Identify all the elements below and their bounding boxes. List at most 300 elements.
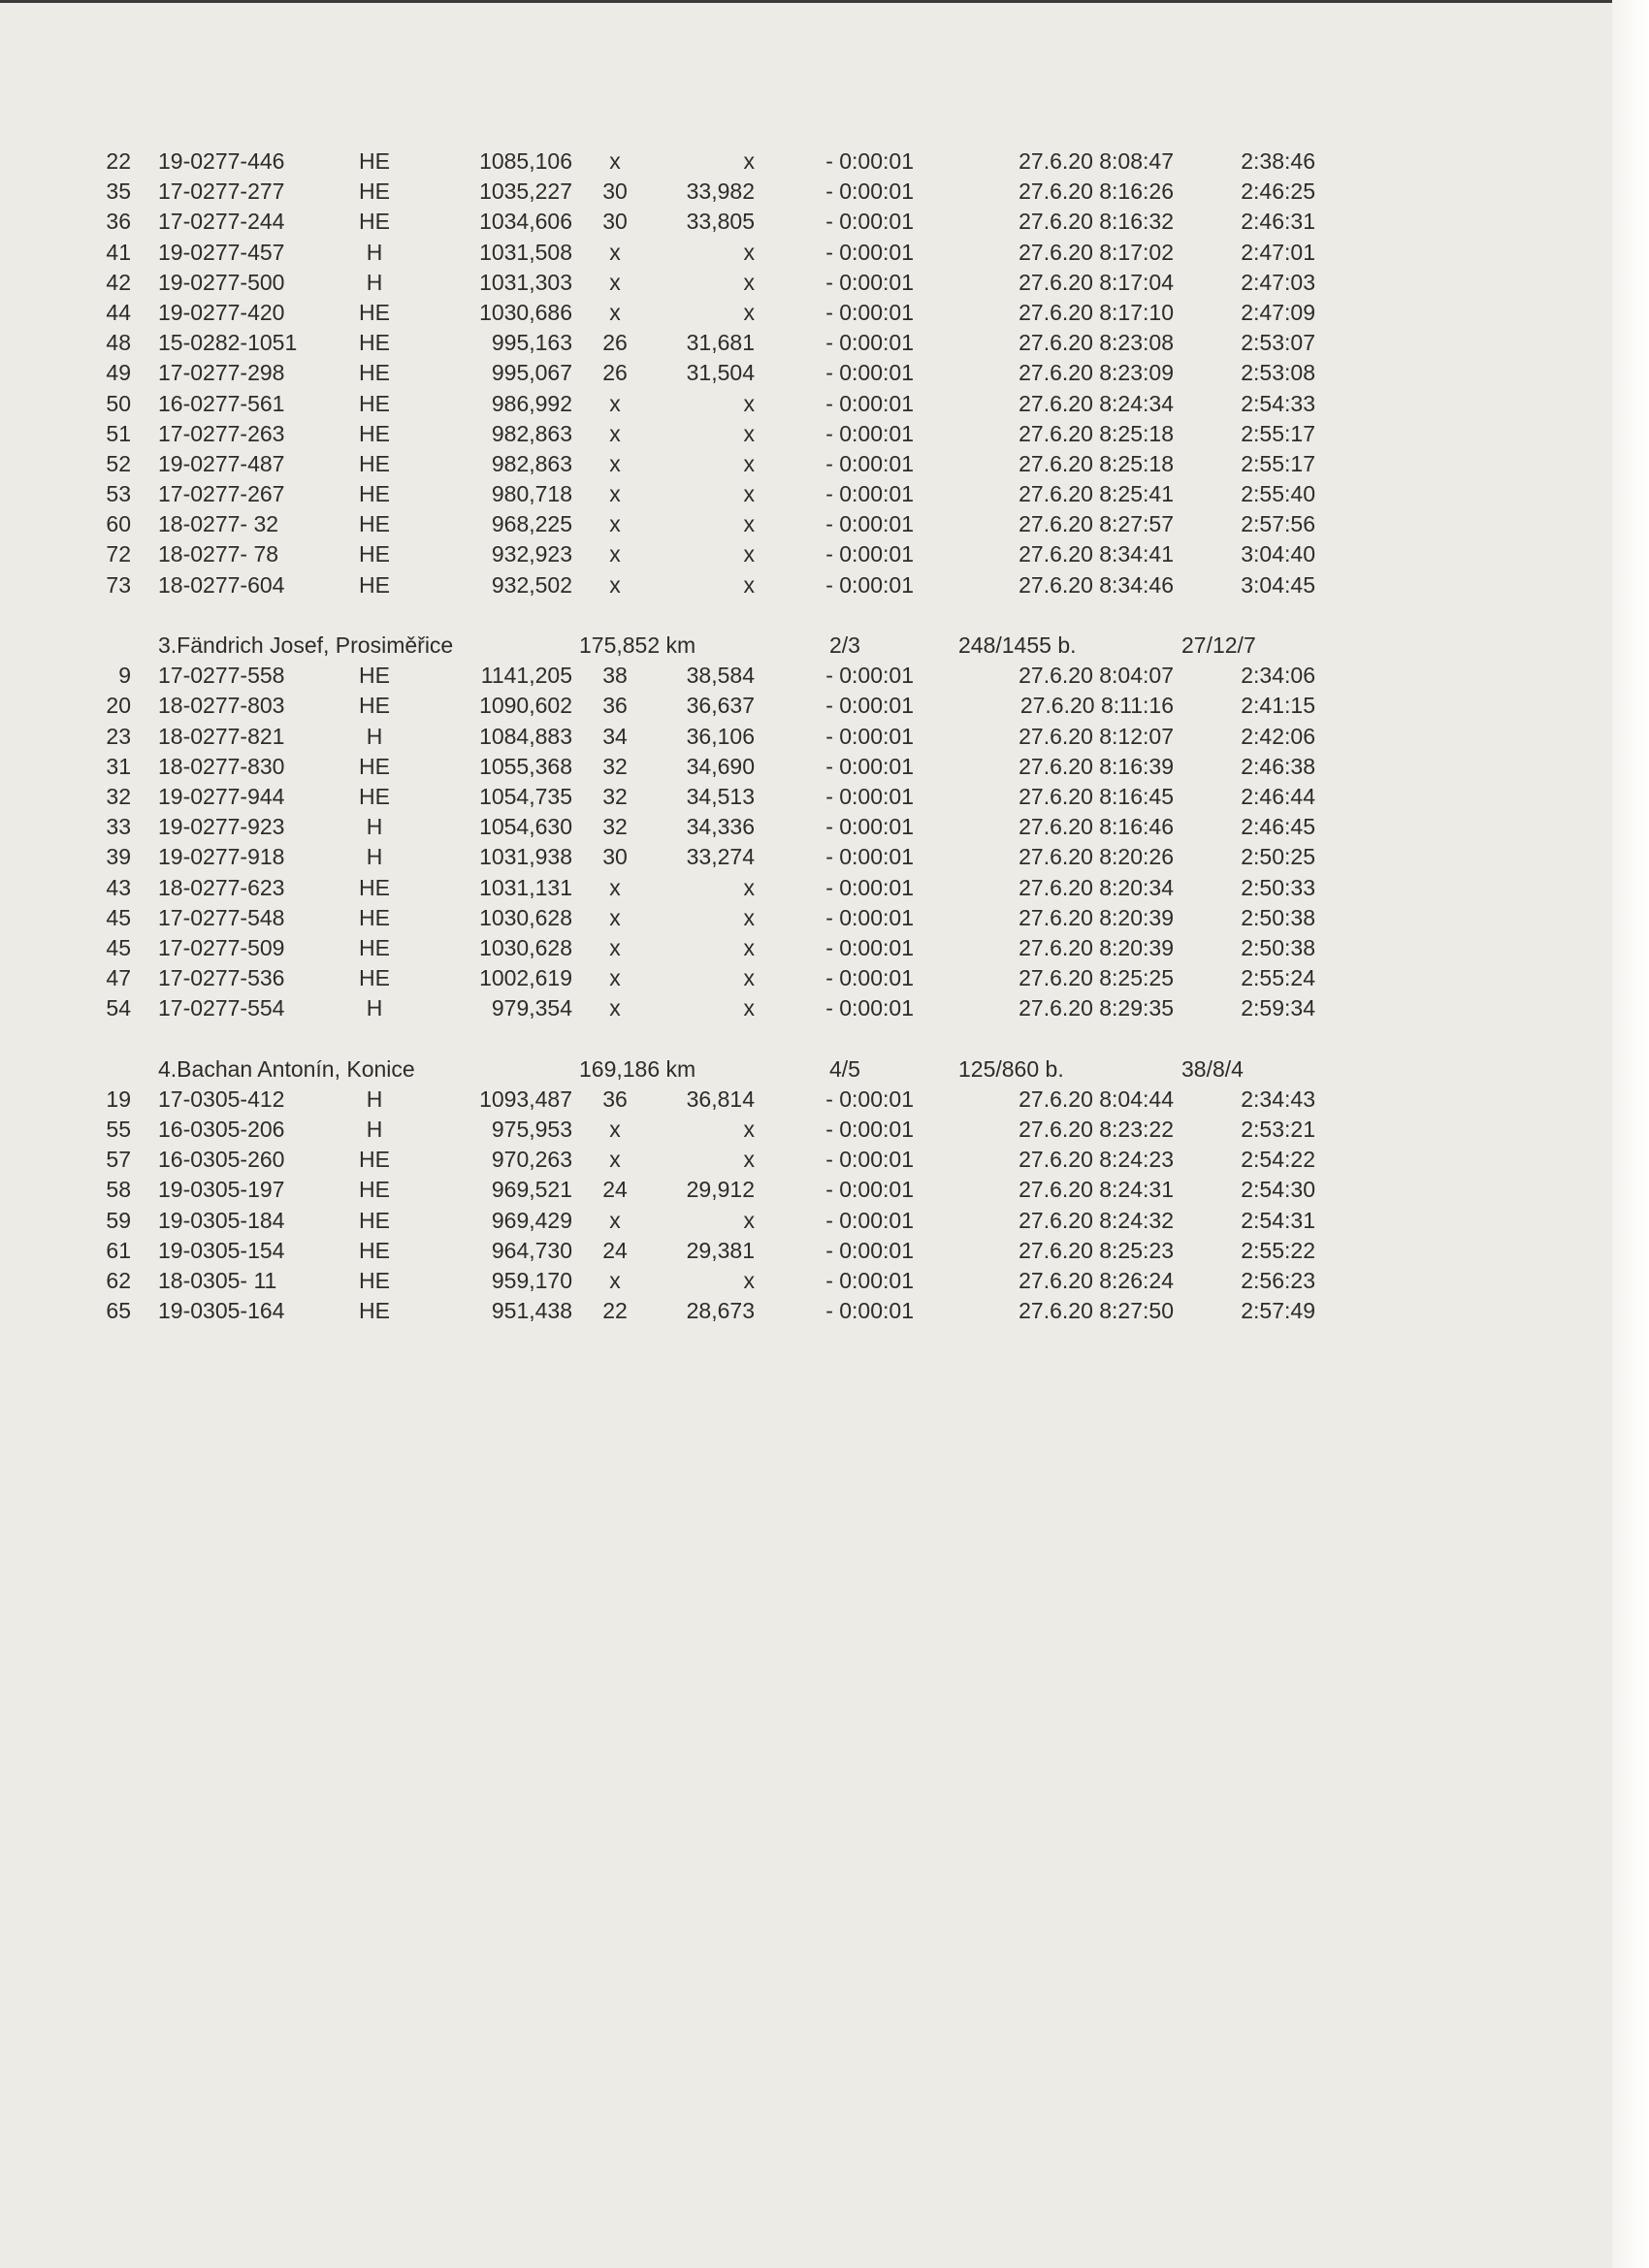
cell-coef: x xyxy=(743,1207,755,1233)
cell-diff: - 0:00:01 xyxy=(825,420,914,446)
cell-speed: 986,992 xyxy=(491,390,572,416)
cell-flight: 2:46:38 xyxy=(1241,753,1315,779)
cell-speed: 1030,686 xyxy=(479,299,572,325)
cell-coef: x xyxy=(743,934,755,960)
table-row xyxy=(0,1266,1612,1296)
cell-flight: 2:41:15 xyxy=(1241,693,1315,719)
cell-sex: HE xyxy=(359,450,390,476)
cell-flight: 2:47:01 xyxy=(1241,239,1315,265)
cell-diff: - 0:00:01 xyxy=(825,874,914,900)
cell-sex: HE xyxy=(359,299,390,325)
cell-flight: 2:50:38 xyxy=(1241,904,1315,930)
section-header xyxy=(0,631,1612,661)
cell-sex: HE xyxy=(359,1177,390,1203)
cell-coef: x xyxy=(743,1147,755,1173)
cell-rank: 19 xyxy=(106,1085,131,1112)
cell-coef: x xyxy=(743,269,755,295)
results-document xyxy=(0,146,1612,1326)
cell-flight: 2:55:17 xyxy=(1241,420,1315,446)
cell-arrival: 27.6.20 8:34:46 xyxy=(1018,571,1174,598)
table-row xyxy=(0,1085,1612,1115)
cell-diff: - 0:00:01 xyxy=(825,541,914,567)
cell-coef: 34,690 xyxy=(686,753,755,779)
cell-sex: HE xyxy=(359,511,390,537)
cell-sex: H xyxy=(366,723,383,749)
cell-flight: 3:04:45 xyxy=(1241,571,1315,598)
cell-speed: 959,170 xyxy=(491,1267,572,1293)
cell-sex: H xyxy=(366,269,383,295)
cell-arrival: 27.6.20 8:17:10 xyxy=(1018,299,1174,325)
cell-rank: 45 xyxy=(106,934,131,960)
cell-flight: 2:57:49 xyxy=(1241,1298,1315,1324)
table-row xyxy=(0,479,1612,509)
table-row xyxy=(0,509,1612,539)
cell-ring: 19-0305-184 xyxy=(158,1207,285,1233)
cell-ring: 17-0277-298 xyxy=(158,360,285,386)
cell-sex: HE xyxy=(359,148,390,174)
cell-speed: 932,923 xyxy=(491,541,572,567)
cell-sex: H xyxy=(366,1085,383,1112)
cell-diff: - 0:00:01 xyxy=(825,1298,914,1324)
cell-arrival: 27.6.20 8:25:25 xyxy=(1018,965,1174,991)
cell-ring: 18-0277-821 xyxy=(158,723,285,749)
cell-arrival: 27.6.20 8:11:16 xyxy=(1019,693,1174,719)
cell-rank: 23 xyxy=(106,723,131,749)
cell-ring: 19-0305-164 xyxy=(158,1298,285,1324)
cell-sex: HE xyxy=(359,1147,390,1173)
section-header xyxy=(0,1054,1612,1085)
cell-sex: H xyxy=(366,239,383,265)
cell-sex: HE xyxy=(359,1207,390,1233)
cell-arrival: 27.6.20 8:16:39 xyxy=(1018,753,1174,779)
section-header-coef: 38/8/4 xyxy=(1181,1055,1244,1082)
cell-coef: 28,673 xyxy=(686,1298,755,1324)
cell-coef: x xyxy=(743,541,755,567)
cell-sex: H xyxy=(366,814,383,840)
cell-coef: x xyxy=(743,1267,755,1293)
cell-diff: - 0:00:01 xyxy=(825,299,914,325)
cell-ring: 19-0277-487 xyxy=(158,450,285,476)
cell-ring: 17-0277-263 xyxy=(158,420,285,446)
table-row xyxy=(0,752,1612,782)
cell-flight: 2:54:22 xyxy=(1241,1147,1315,1173)
cell-rank: 20 xyxy=(106,693,131,719)
table-row xyxy=(0,570,1612,600)
cell-arrival: 27.6.20 8:04:07 xyxy=(1018,663,1174,689)
cell-speed: 932,502 xyxy=(491,571,572,598)
cell-pts: x xyxy=(609,541,621,567)
cell-flight: 2:55:24 xyxy=(1241,965,1315,991)
cell-pts: x xyxy=(609,965,621,991)
cell-pts: 36 xyxy=(602,693,628,719)
cell-flight: 2:54:33 xyxy=(1241,390,1315,416)
cell-speed: 1090,602 xyxy=(479,693,572,719)
section-header-points: 125/860 b. xyxy=(958,1055,1064,1082)
cell-arrival: 27.6.20 8:23:08 xyxy=(1018,330,1174,356)
table-row xyxy=(0,389,1612,419)
cell-diff: - 0:00:01 xyxy=(825,481,914,507)
cell-ring: 17-0277-244 xyxy=(158,209,285,235)
table-row xyxy=(0,661,1612,691)
cell-arrival: 27.6.20 8:27:57 xyxy=(1018,511,1174,537)
cell-flight: 2:42:06 xyxy=(1241,723,1315,749)
cell-diff: - 0:00:01 xyxy=(825,148,914,174)
cell-diff: - 0:00:01 xyxy=(825,269,914,295)
cell-speed: 1141,205 xyxy=(480,663,572,689)
cell-ring: 17-0305-412 xyxy=(158,1085,285,1112)
cell-diff: - 0:00:01 xyxy=(825,995,914,1021)
cell-coef: 33,982 xyxy=(686,178,755,205)
cell-speed: 980,718 xyxy=(491,481,572,507)
cell-flight: 2:53:08 xyxy=(1241,360,1315,386)
cell-coef: 29,381 xyxy=(686,1237,755,1263)
cell-flight: 2:55:17 xyxy=(1241,450,1315,476)
cell-flight: 2:59:34 xyxy=(1241,995,1315,1021)
cell-ring: 17-0277-554 xyxy=(158,995,285,1021)
section-header-distance: 175,852 km xyxy=(579,632,696,658)
cell-rank: 33 xyxy=(106,814,131,840)
cell-rank: 59 xyxy=(106,1207,131,1233)
cell-sex: HE xyxy=(359,753,390,779)
table-row xyxy=(0,238,1612,268)
cell-pts: x xyxy=(609,995,621,1021)
cell-ring: 17-0277-267 xyxy=(158,481,285,507)
cell-arrival: 27.6.20 8:26:24 xyxy=(1018,1267,1174,1293)
cell-diff: - 0:00:01 xyxy=(825,330,914,356)
cell-ring: 18-0277-803 xyxy=(158,693,285,719)
cell-diff: - 0:00:01 xyxy=(825,178,914,205)
cell-pts: 26 xyxy=(602,330,628,356)
cell-rank: 41 xyxy=(106,239,131,265)
table-row xyxy=(0,207,1612,237)
table-row xyxy=(0,419,1612,449)
cell-sex: HE xyxy=(359,663,390,689)
cell-ring: 19-0277-500 xyxy=(158,269,285,295)
table-row xyxy=(0,328,1612,358)
cell-coef: 36,637 xyxy=(686,693,755,719)
table-row xyxy=(0,1145,1612,1175)
cell-coef: 34,336 xyxy=(686,814,755,840)
cell-diff: - 0:00:01 xyxy=(825,934,914,960)
cell-rank: 53 xyxy=(106,481,131,507)
cell-coef: 36,814 xyxy=(686,1085,755,1112)
cell-coef: x xyxy=(743,965,755,991)
cell-diff: - 0:00:01 xyxy=(825,663,914,689)
cell-coef: 33,274 xyxy=(686,844,755,870)
cell-arrival: 27.6.20 8:34:41 xyxy=(1018,541,1174,567)
cell-pts: 30 xyxy=(602,209,628,235)
cell-coef: x xyxy=(743,511,755,537)
cell-ring: 19-0277-457 xyxy=(158,239,285,265)
table-row xyxy=(0,1296,1612,1326)
cell-rank: 58 xyxy=(106,1177,131,1203)
cell-flight: 2:54:30 xyxy=(1241,1177,1315,1203)
cell-flight: 2:46:44 xyxy=(1241,783,1315,809)
cell-speed: 1030,628 xyxy=(479,934,572,960)
cell-diff: - 0:00:01 xyxy=(825,1147,914,1173)
table-row xyxy=(0,268,1612,298)
cell-rank: 54 xyxy=(106,995,131,1021)
cell-speed: 995,067 xyxy=(491,360,572,386)
cell-arrival: 27.6.20 8:23:22 xyxy=(1018,1117,1174,1142)
cell-sex: HE xyxy=(359,1298,390,1324)
cell-sex: H xyxy=(366,1117,383,1142)
cell-pts: 22 xyxy=(602,1298,628,1324)
cell-rank: 52 xyxy=(106,450,131,476)
cell-pts: x xyxy=(609,390,621,416)
cell-arrival: 27.6.20 8:16:32 xyxy=(1018,209,1174,235)
cell-rank: 61 xyxy=(106,1237,131,1263)
cell-flight: 2:38:46 xyxy=(1241,148,1315,174)
cell-coef: x xyxy=(743,874,755,900)
cell-diff: - 0:00:01 xyxy=(825,904,914,930)
cell-flight: 2:46:25 xyxy=(1241,178,1315,205)
cell-pts: x xyxy=(609,571,621,598)
cell-ring: 18-0305- 11 xyxy=(158,1267,277,1293)
cell-speed: 1054,735 xyxy=(479,783,572,809)
cell-sex: HE xyxy=(359,209,390,235)
section-header-name: 4.Bachan Antonín, Konice xyxy=(158,1055,415,1082)
cell-speed: 969,429 xyxy=(491,1207,572,1233)
cell-flight: 2:50:25 xyxy=(1241,844,1315,870)
table-row xyxy=(0,933,1612,963)
cell-rank: 44 xyxy=(106,299,131,325)
cell-pts: x xyxy=(609,239,621,265)
cell-pts: 36 xyxy=(602,1085,628,1112)
table-row xyxy=(0,146,1612,177)
cell-diff: - 0:00:01 xyxy=(825,239,914,265)
cell-diff: - 0:00:01 xyxy=(825,844,914,870)
cell-ring: 17-0277-536 xyxy=(158,965,285,991)
scanner-margin xyxy=(1612,0,1649,2268)
cell-pts: 30 xyxy=(602,178,628,205)
cell-rank: 65 xyxy=(106,1298,131,1324)
cell-rank: 57 xyxy=(106,1147,131,1173)
cell-speed: 1093,487 xyxy=(479,1085,572,1112)
cell-pts: x xyxy=(609,148,621,174)
cell-arrival: 27.6.20 8:08:47 xyxy=(1018,148,1174,174)
cell-flight: 2:34:43 xyxy=(1241,1085,1315,1112)
cell-rank: 9 xyxy=(118,663,131,689)
table-row xyxy=(0,1175,1612,1205)
cell-speed: 1085,106 xyxy=(479,148,572,174)
cell-ring: 16-0305-206 xyxy=(158,1117,285,1142)
cell-flight: 2:34:06 xyxy=(1241,663,1315,689)
cell-speed: 1002,619 xyxy=(479,965,572,991)
cell-coef: x xyxy=(743,571,755,598)
cell-speed: 975,953 xyxy=(491,1117,572,1142)
cell-pts: 32 xyxy=(602,783,628,809)
cell-ring: 18-0277-830 xyxy=(158,753,285,779)
cell-coef: x xyxy=(743,299,755,325)
cell-coef: 31,504 xyxy=(686,360,755,386)
cell-flight: 2:50:33 xyxy=(1241,874,1315,900)
cell-ring: 18-0277-604 xyxy=(158,571,285,598)
cell-arrival: 27.6.20 8:24:34 xyxy=(1018,390,1174,416)
cell-arrival: 27.6.20 8:20:39 xyxy=(1018,934,1174,960)
cell-arrival: 27.6.20 8:20:34 xyxy=(1018,874,1174,900)
cell-coef: x xyxy=(743,390,755,416)
cell-flight: 2:53:07 xyxy=(1241,330,1315,356)
cell-rank: 47 xyxy=(106,965,131,991)
cell-ring: 18-0277- 78 xyxy=(158,541,279,567)
cell-sex: HE xyxy=(359,541,390,567)
cell-rank: 39 xyxy=(106,844,131,870)
cell-rank: 50 xyxy=(106,390,131,416)
cell-sex: HE xyxy=(359,420,390,446)
cell-arrival: 27.6.20 8:27:50 xyxy=(1018,1298,1174,1324)
cell-sex: H xyxy=(366,995,383,1021)
cell-pts: 38 xyxy=(602,663,628,689)
cell-diff: - 0:00:01 xyxy=(825,783,914,809)
cell-pts: 26 xyxy=(602,360,628,386)
cell-rank: 42 xyxy=(106,269,131,295)
cell-ring: 19-0277-944 xyxy=(158,783,285,809)
cell-speed: 1054,630 xyxy=(479,814,572,840)
cell-diff: - 0:00:01 xyxy=(825,1207,914,1233)
cell-arrival: 27.6.20 8:25:41 xyxy=(1018,481,1174,507)
cell-rank: 22 xyxy=(106,148,131,174)
cell-diff: - 0:00:01 xyxy=(825,1237,914,1263)
cell-arrival: 27.6.20 8:29:35 xyxy=(1018,995,1174,1021)
cell-rank: 72 xyxy=(106,541,131,567)
cell-ring: 19-0277-420 xyxy=(158,299,285,325)
cell-speed: 1031,938 xyxy=(479,844,572,870)
cell-arrival: 27.6.20 8:20:26 xyxy=(1018,844,1174,870)
cell-pts: x xyxy=(609,511,621,537)
cell-speed: 979,354 xyxy=(491,995,572,1021)
cell-arrival: 27.6.20 8:17:02 xyxy=(1018,239,1174,265)
cell-coef: x xyxy=(743,995,755,1021)
cell-rank: 32 xyxy=(106,783,131,809)
cell-sex: HE xyxy=(359,571,390,598)
cell-pts: 24 xyxy=(602,1177,628,1203)
cell-arrival: 27.6.20 8:23:09 xyxy=(1018,360,1174,386)
cell-coef: x xyxy=(743,481,755,507)
section-header-name: 3.Fändrich Josef, Prosiměřice xyxy=(158,632,454,658)
cell-coef: 36,106 xyxy=(686,723,755,749)
cell-rank: 73 xyxy=(106,571,131,598)
cell-pts: x xyxy=(609,1267,621,1293)
cell-rank: 36 xyxy=(106,209,131,235)
cell-diff: - 0:00:01 xyxy=(825,511,914,537)
cell-flight: 2:50:38 xyxy=(1241,934,1315,960)
cell-pts: 30 xyxy=(602,844,628,870)
cell-diff: - 0:00:01 xyxy=(825,390,914,416)
table-row xyxy=(0,177,1612,207)
cell-rank: 62 xyxy=(106,1267,131,1293)
cell-rank: 55 xyxy=(106,1117,131,1142)
cell-flight: 2:47:09 xyxy=(1241,299,1315,325)
cell-diff: - 0:00:01 xyxy=(825,965,914,991)
cell-ring: 19-0277-446 xyxy=(158,148,285,174)
cell-pts: x xyxy=(609,269,621,295)
cell-flight: 2:47:03 xyxy=(1241,269,1315,295)
cell-ring: 17-0277-558 xyxy=(158,663,285,689)
cell-diff: - 0:00:01 xyxy=(825,723,914,749)
cell-sex: HE xyxy=(359,904,390,930)
cell-arrival: 27.6.20 8:12:07 xyxy=(1018,723,1174,749)
section-header-coef: 27/12/7 xyxy=(1181,632,1256,658)
cell-sex: HE xyxy=(359,330,390,356)
cell-speed: 968,225 xyxy=(491,511,572,537)
cell-coef: x xyxy=(743,450,755,476)
cell-ring: 17-0277-548 xyxy=(158,904,285,930)
table-row xyxy=(0,722,1612,752)
cell-arrival: 27.6.20 8:16:45 xyxy=(1018,783,1174,809)
table-row xyxy=(0,903,1612,933)
cell-diff: - 0:00:01 xyxy=(825,1267,914,1293)
cell-flight: 2:55:40 xyxy=(1241,481,1315,507)
cell-speed: 1055,368 xyxy=(479,753,572,779)
table-row xyxy=(0,691,1612,721)
cell-pts: x xyxy=(609,1117,621,1142)
cell-speed: 1031,303 xyxy=(479,269,572,295)
cell-pts: 34 xyxy=(602,723,628,749)
section-header-points: 248/1455 b. xyxy=(958,632,1077,658)
cell-diff: - 0:00:01 xyxy=(825,1117,914,1142)
cell-flight: 2:56:23 xyxy=(1241,1267,1315,1293)
cell-arrival: 27.6.20 8:24:23 xyxy=(1018,1147,1174,1173)
cell-speed: 970,263 xyxy=(491,1147,572,1173)
cell-sex: HE xyxy=(359,874,390,900)
table-row xyxy=(0,539,1612,569)
section-header-count: 2/3 xyxy=(829,632,860,658)
cell-diff: - 0:00:01 xyxy=(825,693,914,719)
cell-sex: HE xyxy=(359,390,390,416)
cell-diff: - 0:00:01 xyxy=(825,360,914,386)
cell-arrival: 27.6.20 8:24:32 xyxy=(1018,1207,1174,1233)
cell-arrival: 27.6.20 8:25:18 xyxy=(1018,450,1174,476)
cell-sex: HE xyxy=(359,1237,390,1263)
cell-rank: 45 xyxy=(106,904,131,930)
cell-pts: x xyxy=(609,1147,621,1173)
cell-rank: 35 xyxy=(106,178,131,205)
cell-rank: 51 xyxy=(106,420,131,446)
cell-flight: 2:57:56 xyxy=(1241,511,1315,537)
table-row xyxy=(0,449,1612,479)
cell-speed: 1084,883 xyxy=(479,723,572,749)
cell-diff: - 0:00:01 xyxy=(825,571,914,598)
cell-diff: - 0:00:01 xyxy=(825,209,914,235)
table-row xyxy=(0,812,1612,842)
cell-coef: 29,912 xyxy=(686,1177,755,1203)
cell-pts: x xyxy=(609,481,621,507)
cell-coef: x xyxy=(743,904,755,930)
cell-coef: 34,513 xyxy=(686,783,755,809)
cell-diff: - 0:00:01 xyxy=(825,1177,914,1203)
cell-arrival: 27.6.20 8:25:23 xyxy=(1018,1237,1174,1263)
cell-ring: 18-0277- 32 xyxy=(158,511,279,537)
cell-arrival: 27.6.20 8:16:26 xyxy=(1018,178,1174,205)
cell-diff: - 0:00:01 xyxy=(825,1085,914,1112)
table-row xyxy=(0,298,1612,328)
cell-speed: 1031,508 xyxy=(479,239,572,265)
cell-speed: 982,863 xyxy=(491,450,572,476)
cell-rank: 60 xyxy=(106,511,131,537)
cell-pts: x xyxy=(609,1207,621,1233)
cell-speed: 1035,227 xyxy=(479,178,572,205)
cell-pts: 24 xyxy=(602,1237,628,1263)
section-header-distance: 169,186 km xyxy=(579,1055,696,1082)
cell-speed: 951,438 xyxy=(491,1298,572,1324)
cell-ring: 16-0305-260 xyxy=(158,1147,285,1173)
cell-ring: 19-0277-918 xyxy=(158,844,285,870)
table-row xyxy=(0,963,1612,993)
cell-rank: 48 xyxy=(106,330,131,356)
cell-speed: 1030,628 xyxy=(479,904,572,930)
cell-speed: 1031,131 xyxy=(479,874,572,900)
